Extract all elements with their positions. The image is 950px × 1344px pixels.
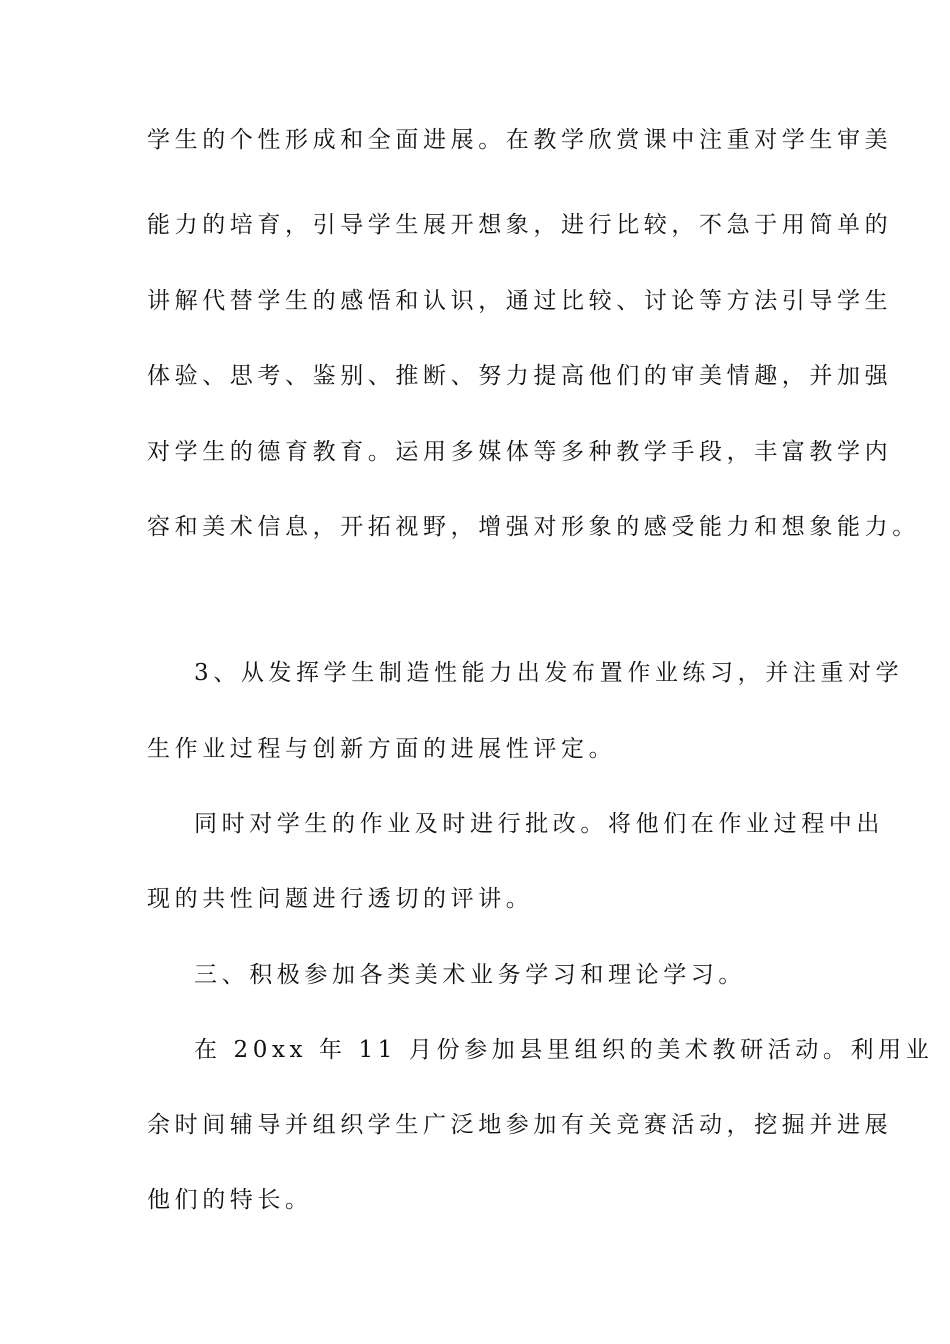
paragraph-line: 在 20xx 年 11 月份参加县里组织的美术教研活动。利用业 xyxy=(194,1037,934,1063)
paragraph-line: 学生的个性形成和全面进展。在教学欣赏课中注重对学生审美 xyxy=(147,127,893,153)
paragraph-line: 能力的培育，引导学生展开想象，进行比较，不急于用简单的 xyxy=(147,212,893,238)
paragraph-line: 3、从发挥学生制造性能力出发布置作业练习，并注重对学 xyxy=(194,660,904,686)
paragraph-line: 容和美术信息，开拓视野，增强对形象的感受能力和想象能力。 xyxy=(147,514,920,540)
paragraph-line: 讲解代替学生的感悟和认识，通过比较、讨论等方法引导学生 xyxy=(147,288,893,314)
paragraph-line: 同时对学生的作业及时进行批改。将他们在作业过程中出 xyxy=(194,811,884,837)
paragraph-line: 现的共性问题进行透切的评讲。 xyxy=(147,886,534,912)
section-heading: 三、积极参加各类美术业务学习和理论学习。 xyxy=(194,962,746,988)
paragraph-line: 他们的特长。 xyxy=(147,1187,313,1213)
paragraph-line: 体验、思考、鉴别、推断、努力提高他们的审美情趣，并加强 xyxy=(147,363,893,389)
paragraph-line: 余时间辅导并组织学生广泛地参加有关竞赛活动，挖掘并进展 xyxy=(147,1112,893,1138)
paragraph-line: 对学生的德育教育。运用多媒体等多种教学手段，丰富教学内 xyxy=(147,439,893,465)
paragraph-line: 生作业过程与创新方面的进展性评定。 xyxy=(147,736,617,762)
